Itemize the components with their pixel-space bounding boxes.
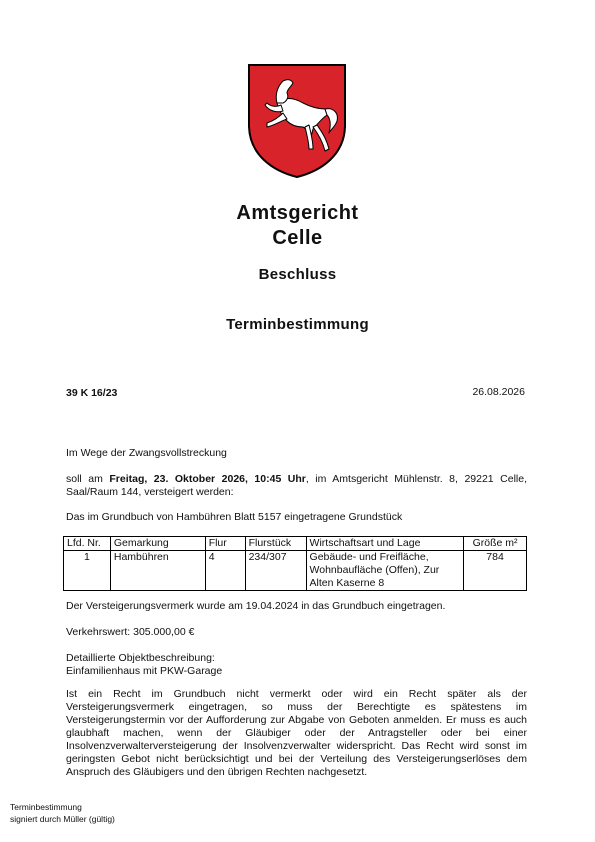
property-table <box>63 536 527 591</box>
coat-of-arms-icon <box>247 63 347 179</box>
document-date: 26.08.2026 <box>472 386 525 398</box>
registry-line: Das im Grundbuch von Hambühren Blatt 5157 eingetragene Grundstück <box>66 511 403 523</box>
table-cell: Gebäude- und Freifläche, Wohnbaufläche (Offen), Zur Alten Kaserne 8 <box>306 551 464 591</box>
auction-datetime: Freitag, 23. Oktober 2026, 10:45 Uhr <box>109 473 306 485</box>
registration-note: Der Versteigerungsvermerk wurde am 19.04.2024 in das Grundbuch eingetragen. <box>66 600 446 612</box>
table-cell: 234/307 <box>245 551 306 591</box>
table-header: Lfd. Nr. <box>64 537 111 551</box>
footer <box>10 801 115 825</box>
auction-prefix: soll am <box>66 473 110 485</box>
table-header: Wirtschaftsart und Lage <box>306 537 464 551</box>
table-header: Flurstück <box>245 537 306 551</box>
table-row <box>64 551 527 591</box>
intro-text: Im Wege der Zwangsvollstreckung <box>66 447 227 459</box>
table-cell: 1 <box>64 551 111 591</box>
table-header: Größe m² <box>464 537 527 551</box>
footer-title: Terminbestimmung <box>10 802 82 812</box>
legal-paragraph: Ist ein Recht im Grundbuch nicht vermerkt oder wird ein Recht später als der Versteigerungsvermerk eingetragen, so muss der Berechtigte es spätestens im Versteigerungstermin vor der Aufforderung zur Abgabe von Geboten anmelden. Er muss es auch glaubhaft machen, wenn der Gläubiger oder der Antragsteller oder bei einer Insolvenzverwalterversteigerung der Insolvenzverwalter widerspricht. Das Recht wird sonst im geringsten Gebot nicht berücksichtigt und bei der Verteilung des Versteigerungserlöses dem Anspruch des Gläubigers und den übrigen Rechten nachgesetzt. <box>66 688 527 778</box>
footer-signature: signiert durch Müller (gültig) <box>10 814 115 824</box>
file-number: 39 K 16/23 <box>66 387 118 399</box>
court-name: Amtsgericht <box>236 202 359 224</box>
table-cell: Hambühren <box>110 551 205 591</box>
auction-paragraph <box>66 473 527 499</box>
document-type: Beschluss <box>258 266 337 283</box>
document-subject: Terminbestimmung <box>226 316 369 333</box>
court-location: Celle <box>272 227 323 249</box>
table-header: Gemarkung <box>110 537 205 551</box>
market-value: Verkehrswert: 305.000,00 € <box>66 626 195 638</box>
description-label: Detaillierte Objektbeschreibung: <box>66 652 215 664</box>
auction-suffix: , im Amtsgericht Mühlenstr. 8, 29221 Celle, Saal/Raum 144, versteigert werden: <box>66 473 527 498</box>
table-header: Flur <box>205 537 245 551</box>
table-cell: 784 <box>464 551 527 591</box>
table-cell: 4 <box>205 551 245 591</box>
description-text: Einfamilienhaus mit PKW-Garage <box>66 665 223 677</box>
table-header-row <box>64 537 527 551</box>
